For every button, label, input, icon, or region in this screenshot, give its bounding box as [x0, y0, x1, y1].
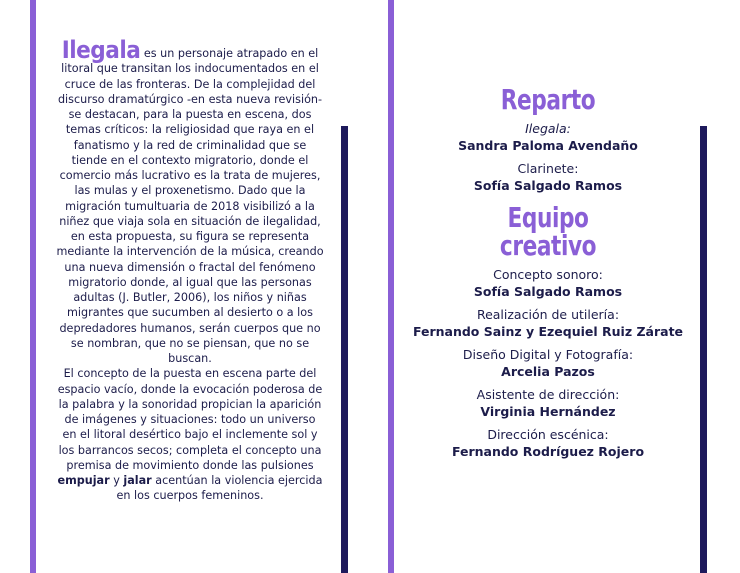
synopsis-text-2: El concepto de la puesta en escena parte del espacio vacío, donde la evocación poderosa de la palabra y la sonoridad propician la aparición de imágenes y situaciones: todo un universo en el litoral desértico bajo el inclemente sol y los barrancos secos; completa el concepto una premisa de movimiento donde las pulsiones — [57, 367, 323, 472]
synopsis-paragraph-1 — [56, 36, 324, 366]
equipo-entry — [410, 306, 686, 340]
equipo-entry — [410, 266, 686, 300]
credit-role: Ilegala: — [525, 121, 571, 136]
credit-role: Asistente de dirección: — [476, 387, 620, 402]
word-jalar: jalar — [123, 474, 152, 487]
credit-role: Concepto sonoro: — [493, 267, 603, 282]
synopsis-text-3: acentúan la violencia ejercida en los cuerpos femeninos. — [116, 474, 323, 503]
credits-panel — [410, 84, 686, 460]
reparto-entry — [410, 160, 686, 194]
credit-role: Dirección escénica: — [487, 427, 609, 442]
play-title: Ilegala — [61, 36, 141, 64]
credit-name: Sofía Salgado Ramos — [473, 284, 623, 299]
credit-name: Fernando Rodríguez Rojero — [451, 444, 645, 459]
credit-role: Diseño Digital y Fotografía: — [462, 347, 634, 362]
credit-role: Realización de utilería: — [476, 307, 620, 322]
credit-name: Virginia Hernández — [480, 404, 616, 419]
credit-name: Fernando Sainz y Ezequiel Ruiz Zárate — [412, 324, 684, 339]
credit-name: Arcelia Pazos — [501, 364, 595, 379]
reparto-heading: Reparto — [500, 83, 596, 116]
synopsis-text-1: es un personaje atrapado en el litoral que transitan los indocumentados en el cruce de las fronteras. De la complejidad del discurso dramatúrgico -en esta nueva revisión- se destacan, para la puesta en escena, dos temas críticos: la religiosidad que raya en el fanatismo y la red de criminalidad que se tiende en el contexto migratorio, donde el comercio más lucrativo es la trata de mujeres, las mulas y el proxenetismo. Dado que la migración tumultuaria de 2018 visibilizó a la niñez que viaja sola en situación de ilegalidad, en esta propuesta, su figura se representa mediante la intervención de la música, creando una nueva dimensión o fractal del fenómeno migratorio donde, al igual que las personas adultas (J. Butler, 2006), los niños y niñas migrantes que sucumben al desierto o a los depredadores humanos, serán cuerpos que no se nombran, que no se piensan, que no se buscan. — [56, 47, 324, 365]
synopsis-panel — [56, 36, 324, 504]
word-empujar: empujar — [57, 474, 110, 487]
center-purple-bar — [388, 0, 394, 573]
right-navy-bar — [700, 126, 707, 573]
credit-name: Sandra Paloma Avendaño — [458, 138, 638, 153]
equipo-entry — [410, 346, 686, 380]
synopsis-paragraph-2 — [56, 366, 324, 503]
connector-y: y — [113, 474, 120, 487]
equipo-heading-line2: creativo — [499, 229, 597, 262]
credit-name: Sofía Salgado Ramos — [473, 178, 623, 193]
reparto-entry — [410, 120, 686, 154]
left-navy-bar — [341, 126, 348, 573]
left-purple-bar — [30, 0, 36, 573]
credit-role: Clarinete: — [517, 161, 579, 176]
equipo-entry — [410, 386, 686, 420]
equipo-heading-line1: Equipo — [507, 201, 589, 234]
equipo-entry — [410, 426, 686, 460]
